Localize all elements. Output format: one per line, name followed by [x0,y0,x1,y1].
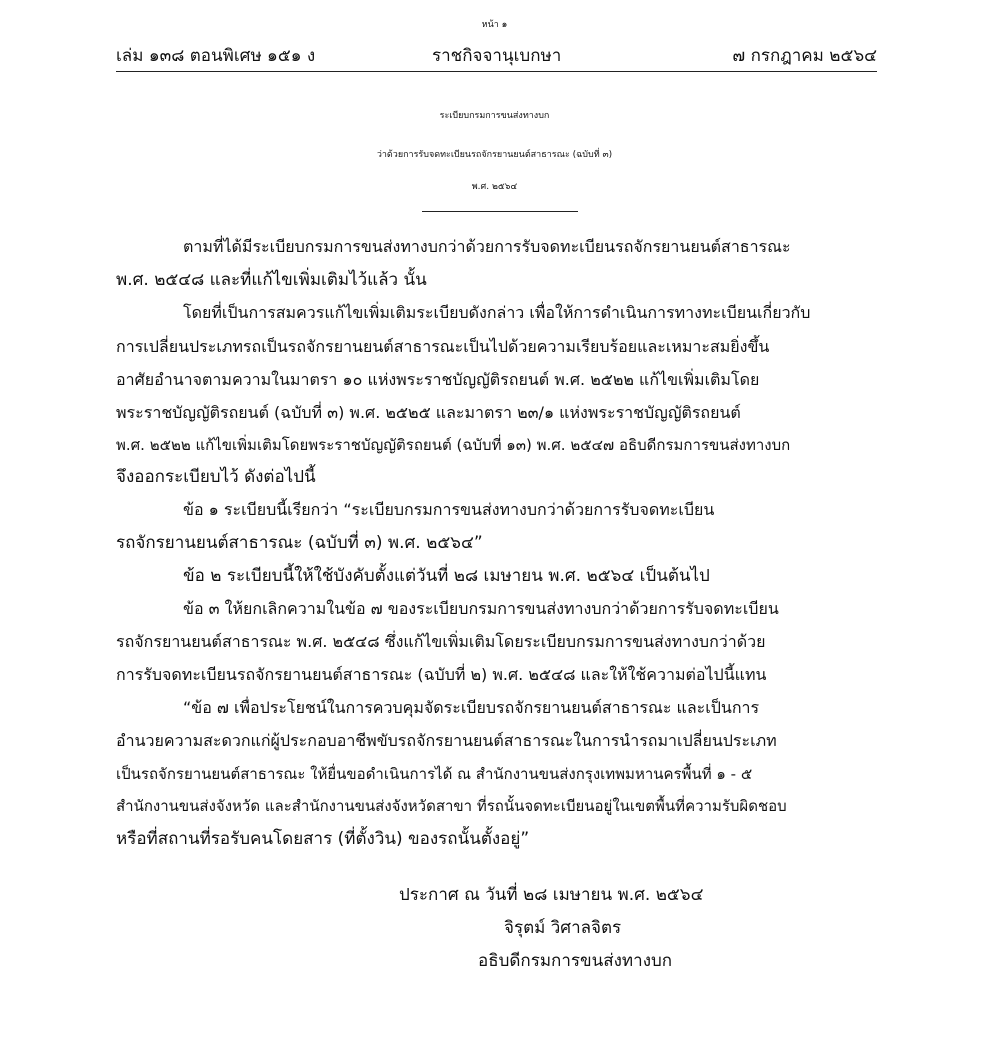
quoted-clause-line-2: อำนวยความสะดวกแก่ผู้ประกอบอาชีพขับรถจักรยานยนต์สาธารณะในการนำรถมาเปลี่ยนประเภท [116,731,777,750]
signatory-name: จิรุตม์ วิศาลจิตร [504,918,622,938]
paragraph-2-line-2: การเปลี่ยนประเภทรถเป็นรถจักรยานยนต์สาธารณะเป็นไปด้วยความเรียบร้อยและเหมาะสมยิ่งขึ้น [116,337,770,356]
quoted-clause-line-4: สำนักงานขนส่งจังหวัด และสำนักงานขนส่งจังหวัดสาขา ที่รถนั้นจดทะเบียนอยู่ในเขตพื้นที่ความรับผิดชอบ [116,797,787,815]
title-rule [422,211,578,212]
clause-1-line-1: ข้อ ๑ ระเบียบนี้เรียกว่า “ระเบียบกรมการขนส่งทางบกว่าด้วยการรับจดทะเบียน [183,500,715,519]
page-number: หน้า ๑ [481,20,508,30]
document-year: พ.ศ. ๒๕๖๔ [471,182,518,192]
paragraph-2-line-6: จึงออกระเบียบไว้ ดังต่อไปนี้ [116,467,316,487]
clause-1-line-2: รถจักรยานยนต์สาธารณะ (ฉบับที่ ๓) พ.ศ. ๒๕๖๔” [116,533,483,553]
clause-3-line-3: การรับจดทะเบียนรถจักรยานยนต์สาธารณะ (ฉบับที่ ๒) พ.ศ. ๒๕๔๘ และให้ใช้ความต่อไปนี้แทน [116,665,767,684]
signatory-position: อธิบดีกรมการขนส่งทางบก [478,951,673,971]
paragraph-2-line-1: โดยที่เป็นการสมควรแก้ไขเพิ่มเติมระเบียบดังกล่าว เพื่อให้การดำเนินการทางทะเบียนเกี่ยวกับ [183,303,811,322]
header-rule [116,71,877,72]
quoted-clause-line-1: “ข้อ ๗ เพื่อประโยชน์ในการควบคุมจัดระเบียบรถจักรยานยนต์สาธารณะ และเป็นการ [183,698,760,717]
gazette-header [116,44,877,68]
clause-3-line-1: ข้อ ๓ ให้ยกเลิกความในข้อ ๗ ของระเบียบกรมการขนส่งทางบกว่าด้วยการรับจดทะเบียน [183,599,779,618]
quoted-clause-line-5: หรือที่สถานที่รอรับคนโดยสาร (ที่ตั้งวิน) ของรถนั้นตั้งอยู่” [116,829,530,849]
paragraph-2-line-3: อาศัยอำนาจตามความในมาตรา ๑๐ แห่งพระราชบัญญัติรถยนต์ พ.ศ. ๒๕๒๒ แก้ไขเพิ่มเติมโดย [116,370,760,389]
paragraph-1-line-2: พ.ศ. ๒๕๔๘ และที่แก้ไขเพิ่มเติมไว้แล้ว นั้น [116,270,427,290]
volume-issue: เล่ม ๑๓๘ ตอนพิเศษ ๑๕๑ ง [116,46,316,66]
paragraph-2-line-4: พระราชบัญญัติรถยนต์ (ฉบับที่ ๓) พ.ศ. ๒๕๒๕ และมาตรา ๒๓/๑ แห่งพระราชบัญญัติรถยนต์ [116,403,741,422]
announcement-date: ประกาศ ณ วันที่ ๒๘ เมษายน พ.ศ. ๒๕๖๔ [399,885,704,905]
quoted-clause-line-3: เป็นรถจักรยานยนต์สาธารณะ ให้ยื่นขอดำเนินการได้ ณ สำนักงานขนส่งกรุงเทพมหานครพื้นที่ ๑ - ๕ [116,765,753,783]
publication-name: ราชกิจจานุเบกษา [432,46,562,66]
clause-2-line-1: ข้อ ๒ ระเบียบนี้ให้ใช้บังคับตั้งแต่วันที่ ๒๘ เมษายน พ.ศ. ๒๕๖๔ เป็นต้นไป [183,566,710,586]
paragraph-1-line-1: ตามที่ได้มีระเบียบกรมการขนส่งทางบกว่าด้วยการรับจดทะเบียนรถจักรยานยนต์สาธารณะ [183,237,791,256]
document-title: ระเบียบกรมการขนส่งทางบก [439,111,550,121]
publication-date: ๗ กรกฎาคม ๒๕๖๔ [732,46,877,66]
paragraph-2-line-5: พ.ศ. ๒๕๒๒ แก้ไขเพิ่มเติมโดยพระราชบัญญัติรถยนต์ (ฉบับที่ ๑๓) พ.ศ. ๒๕๔๗ อธิบดีกรมการขนส่งทางบก [116,436,791,454]
clause-3-line-2: รถจักรยานยนต์สาธารณะ พ.ศ. ๒๕๔๘ ซึ่งแก้ไขเพิ่มเติมโดยระเบียบกรมการขนส่งทางบกว่าด้วย [116,632,766,651]
document-subtitle: ว่าด้วยการรับจดทะเบียนรถจักรยานยนต์สาธารณะ (ฉบับที่ ๓) [376,150,613,160]
